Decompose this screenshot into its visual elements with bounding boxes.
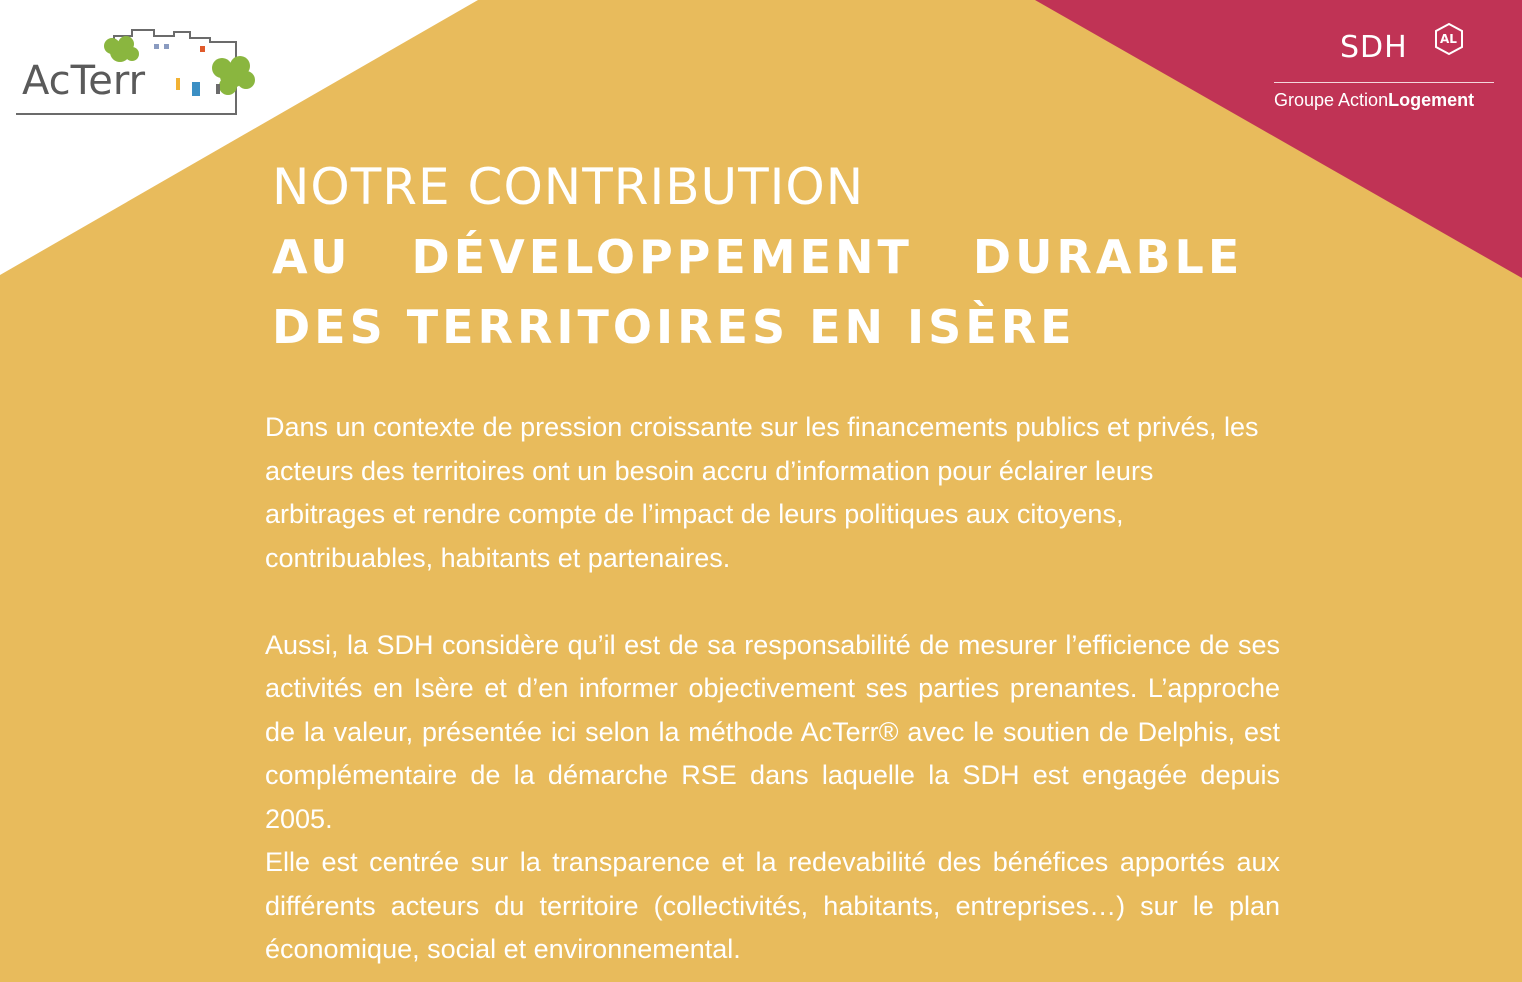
title-line-2: AU DÉVELOPPEMENT DURABLE [272,230,1244,284]
sdh-divider [1274,82,1494,83]
sdh-wordmark: SDH [1340,30,1408,65]
sdh-group-bold: Logement [1388,90,1475,110]
sdh-group-prefix: Groupe Action [1274,90,1389,110]
sdh-al-badge: AL [1440,32,1457,46]
body-text [265,406,1280,972]
paragraph-responsibility: Aussi, la SDH considère qu’il est de sa responsabilité de mesurer l’efficience de ses activités en Isère et d’en informer objectivement ses parties prenantes. L’approche de la valeur, présentée ici selon la méthode AcTerr® avec le soutien de Delphis, est complémentaire de la démarche RSE dans laquelle la SDH est engagée depuis 2005. [265,629,1280,834]
acterr-wordmark: AcTerr [22,58,146,104]
title-line-3: DES TERRITOIRES EN ISÈRE [272,300,1076,354]
title-line-1: NOTRE CONTRIBUTION [272,158,865,216]
sdh-group-label [1274,90,1474,111]
sdh-logo [1270,18,1502,118]
paragraph-transparency: Elle est centrée sur la transparence et la redevabilité des bénéfices apportés aux différents acteurs du territoire (collectivités, habitants, entreprises…) sur le plan économique, social et environnemental. [265,847,1280,964]
page-title [272,152,1282,362]
paragraph-context: Dans un contexte de pression croissante sur les financements publics et privés, les acteurs des territoires ont un besoin accru d’information pour éclairer leurs arbitrages et rendre compte de l’impact de leurs politiques aux citoyens, contribuables, habitants et partenaires. [265,412,1259,573]
acterr-logo [14,24,274,124]
